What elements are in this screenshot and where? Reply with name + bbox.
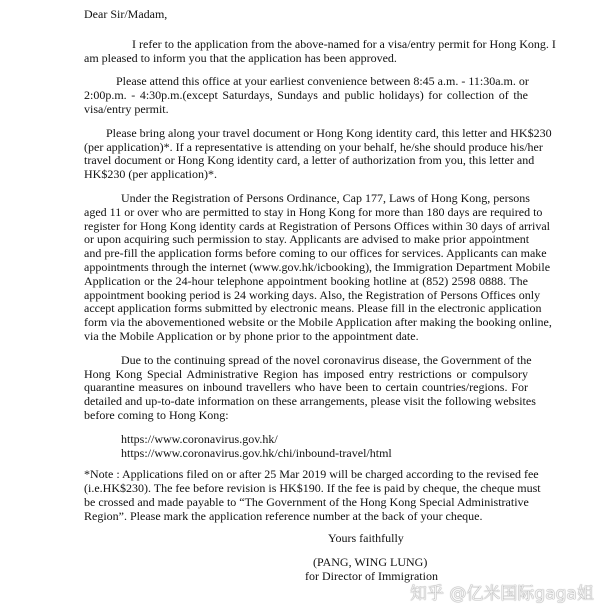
signature-block [84, 532, 528, 584]
paragraph-line: and pre-fill the application forms before coming to our offices for services. Applicants can make [84, 246, 547, 261]
paragraph-line: or upon acquiring such permission to stay. Applicants are advised to make prior appointment [84, 232, 530, 247]
paragraph-line: Hong Kong Special Administrative Region has imposed entry restrictions or compulsory [84, 366, 528, 381]
note-line: Region”. Please mark the application reference number at the back of your cheque. [84, 508, 483, 523]
closing: Yours faithfully [328, 530, 404, 545]
url-list [121, 433, 528, 461]
paragraph-line: detailed and up-to-date information on these arrangements, please visit the following websites [84, 394, 536, 409]
paragraph-line: appointments through the internet (www.gov.hk/icbooking), the Immigration Department Mobile [84, 259, 551, 274]
note-line: be crossed and made payable to “The Government of the Hong Kong Special Administrative [84, 494, 529, 509]
paragraph-line: accept application forms submitted by electronic means. Please fill in the electronic application [84, 301, 542, 316]
paragraph-line: (per application)*. If a representative is attending on your behalf, he/she should produce his/her [84, 139, 543, 154]
paragraph-line: Please attend this office at your earliest convenience between 8:45 a.m. - 11:30a.m. or [116, 74, 529, 89]
note-line: (i.e.HK$230). The fee before revision is HK$190. If the fee is paid by cheque, the cheque must [84, 481, 541, 496]
paragraph [84, 190, 552, 344]
paragraph-line: HK$230 (per application)*. [84, 167, 217, 182]
watermark: 知乎 @亿米国际gaga姐 [410, 584, 594, 604]
url-link[interactable]: https://www.coronavirus.gov.hk/ [121, 431, 278, 446]
paragraph-line: I refer to the application from the above-named for a visa/entry permit for Hong Kong. I [132, 36, 556, 51]
paragraph [84, 75, 528, 116]
paragraph-line: form via the abovementioned website or the Mobile Application after making the booking online, [84, 315, 552, 330]
paragraphs [84, 36, 556, 423]
letter-body [84, 7, 556, 584]
paragraph-line: appointment booking period is 24 working days. Also, the Registration of Persons Offices only [84, 287, 541, 302]
paragraph-line: quarantine measures on inbound travellers who have been to certain countries/regions. For [84, 380, 528, 395]
url-link[interactable]: https://www.coronavirus.gov.hk/chi/inbound-travel/html [121, 445, 392, 460]
fee-note [84, 467, 541, 523]
paragraph [84, 352, 536, 423]
paragraph-line: Under the Registration of Persons Ordinance, Cap 177, Laws of Hong Kong, persons [121, 190, 530, 205]
paragraph-line: Please bring along your travel document or Hong Kong identity card, this letter and HK$230 [106, 125, 552, 140]
paragraph-line: visa/entry permit. [84, 101, 169, 116]
note-line: *Note : Applications filed on or after 25 Mar 2019 will be charged according to the revised fee [84, 467, 539, 482]
paragraph [84, 125, 552, 182]
paragraph-line: aged 11 or over who are permitted to stay in Hong Kong for more than 180 days are required to [84, 204, 543, 219]
paragraph-line: Application or the 24-hour telephone appointment booking hotline at (852) 2598 0888. The [84, 273, 528, 288]
signatory-title: for Director of Immigration [305, 569, 438, 584]
salutation: Dear Sir/Madam, [84, 7, 168, 21]
paragraph-line: via the Mobile Application or by phone prior to the appointment date. [84, 328, 419, 343]
paragraph-line: am pleased to inform you that the application has been approved. [84, 50, 397, 65]
paragraph [84, 36, 556, 66]
paragraph-line: Due to the continuing spread of the novel coronavirus disease, the Government of the [121, 352, 532, 367]
paragraph-line: travel document or Hong Kong identity card, a letter of authorization from you, this letter and [84, 153, 535, 168]
paragraph-line: before coming to Hong Kong: [84, 407, 229, 422]
paragraph-line: 2:00p.m. - 4:30p.m.(except Saturdays, Sundays and public holidays) for collection of the [84, 88, 528, 103]
signatory-name: (PANG, WING LUNG) [313, 555, 428, 570]
paragraph-line: register for Hong Kong identity cards at Registration of Persons Offices within 30 days of arrival [84, 218, 551, 233]
